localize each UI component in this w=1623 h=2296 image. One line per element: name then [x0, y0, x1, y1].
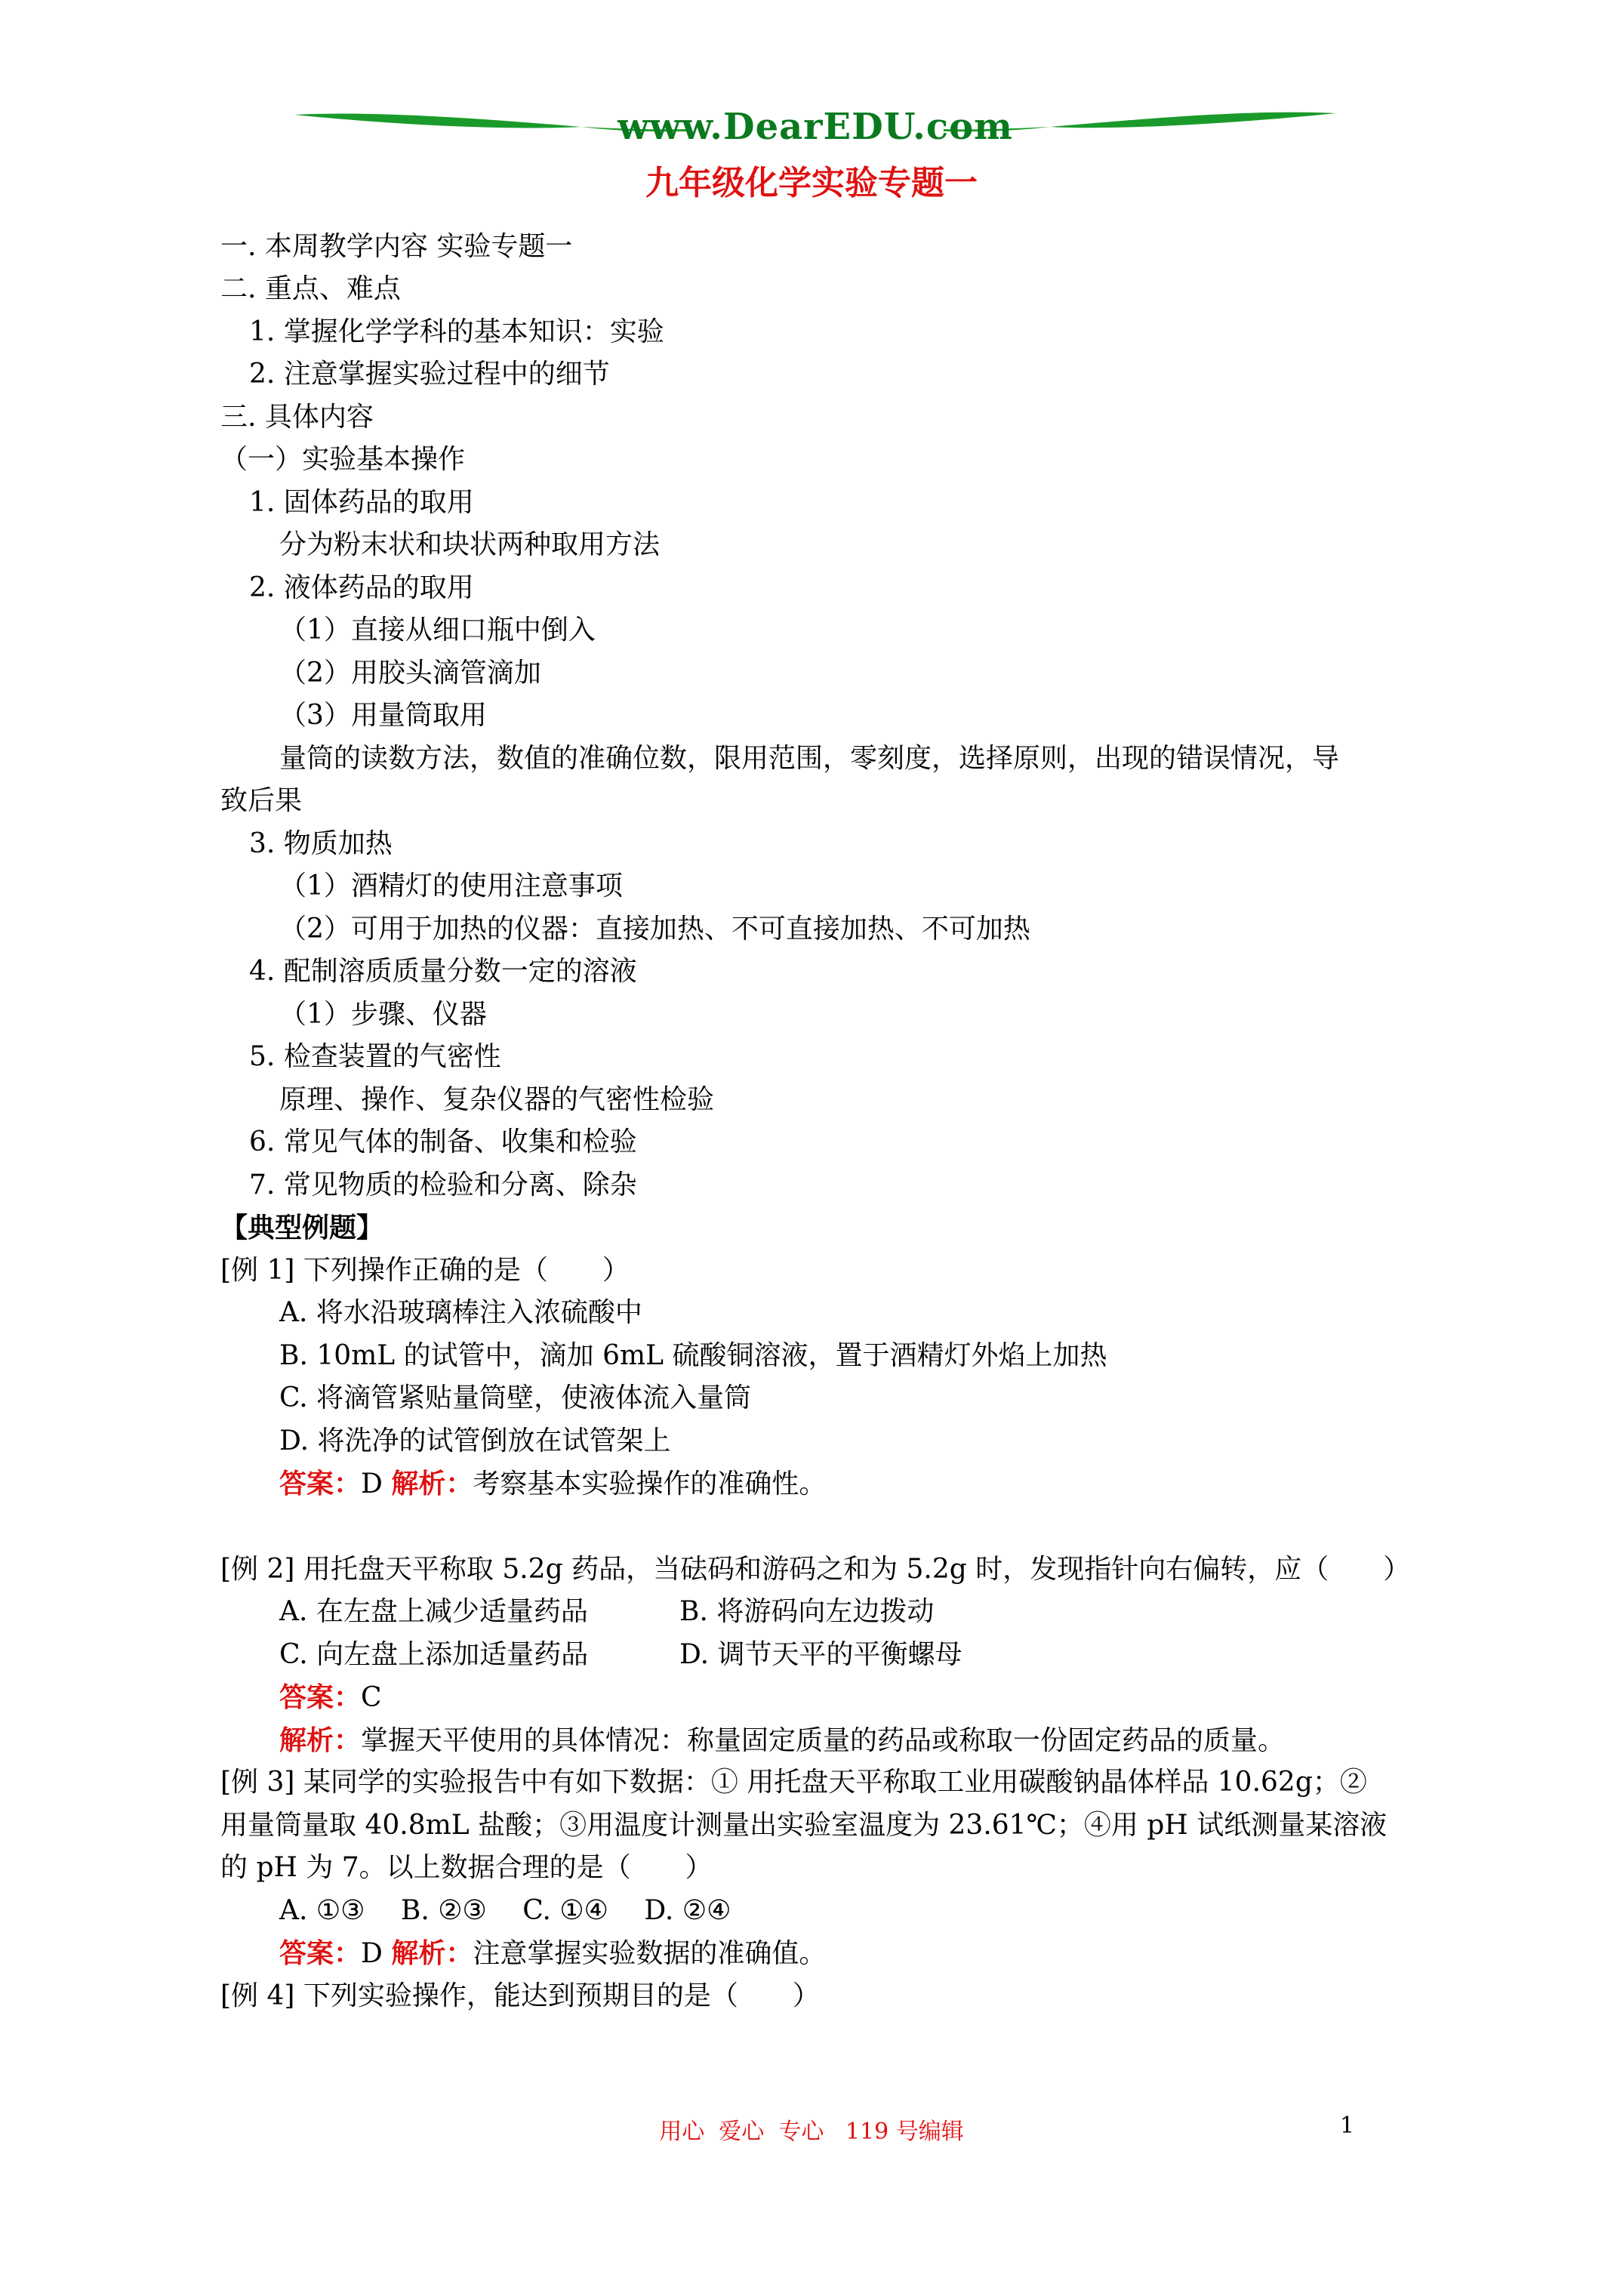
explanation-label: 解析：: [391, 1468, 473, 1499]
example-2-explanation: [279, 1724, 1285, 1758]
outline-line: 分为粉末状和块状两种取用方法: [279, 529, 661, 560]
outline-line: 1. 掌握化学学科的基本知识：实验: [249, 316, 664, 347]
outline-line: 原理、操作、复杂仪器的气密性检验: [279, 1084, 715, 1115]
outline-line: （1）直接从细口瓶中倒入: [279, 615, 596, 646]
example-3-question: [例 3] 某同学的实验报告中有如下数据：① 用托盘天平称取工业用碳酸钠晶体样品 10.62g；②: [220, 1767, 1367, 1798]
outline-line: 三. 具体内容: [220, 402, 374, 433]
example-2-option: A. 在左盘上减少适量药品: [279, 1596, 588, 1627]
outline-line: 二. 重点、难点: [220, 273, 401, 304]
site-url: www.DearEDU.com: [617, 106, 1013, 148]
page-footer: 用心 爱心 专心 119 号编辑: [659, 2119, 964, 2145]
examples-heading: 【典型例题】: [220, 1212, 384, 1244]
outline-line: （一）实验基本操作: [220, 444, 466, 475]
outline-line: 3. 物质加热: [249, 828, 393, 859]
answer-label: 答案：: [279, 1937, 362, 1969]
outline-line: 一. 本周教学内容 实验专题一: [220, 231, 573, 262]
outline-line: （2）用胶头滴管滴加: [279, 658, 541, 689]
answer-label: 答案：: [279, 1681, 362, 1713]
example-1-answer: [279, 1467, 826, 1501]
answer-value: D: [361, 1938, 392, 1969]
example-1-question: [例 1] 下列操作正确的是（ ）: [220, 1255, 630, 1286]
explanation-text: 掌握天平使用的具体情况：称量固定质量的药品或称取一份固定药品的质量。: [361, 1725, 1286, 1756]
example-1-option: B. 10mL 的试管中，滴加 6mL 硫酸铜溶液，置于酒精灯外焰上加热: [279, 1340, 1107, 1371]
outline-line: 致后果: [220, 785, 303, 816]
answer-value: D: [361, 1469, 392, 1499]
example-1-option: C. 将滴管紧贴量筒壁，使液体流入量筒: [279, 1382, 752, 1413]
outline-line: （1）酒精灯的使用注意事项: [279, 871, 623, 901]
outline-line: （1）步骤、仪器: [279, 999, 487, 1030]
explanation-text: 考察基本实验操作的准确性。: [473, 1469, 827, 1499]
outline-line: （2）可用于加热的仪器：直接加热、不可直接加热、不可加热: [279, 914, 1030, 945]
answer-value: C: [361, 1682, 382, 1713]
outline-line: 7. 常见物质的检验和分离、除杂: [249, 1170, 637, 1200]
answer-label: 答案：: [279, 1468, 362, 1499]
example-1-option: D. 将洗净的试管倒放在试管架上: [279, 1425, 671, 1456]
example-2-question: [例 2] 用托盘天平称取 5.2g 药品，当砝码和游码之和为 5.2g 时，发现指针向右偏转，应（ ）: [220, 1554, 1411, 1585]
example-3-question: 的 pH 为 7。以上数据合理的是（ ）: [220, 1852, 713, 1883]
explanation-label: 解析：: [391, 1937, 473, 1969]
outline-line: （3）用量筒取用: [279, 700, 487, 731]
outline-line: 量筒的读数方法，数值的准确位数，限用范围，零刻度，选择原则，出现的错误情况，导: [279, 743, 1340, 774]
document-title: 九年级化学实验专题一: [645, 164, 978, 202]
outline-line: 2. 注意掌握实验过程中的细节: [249, 359, 610, 390]
example-2-option: D. 调节天平的平衡螺母: [679, 1639, 962, 1670]
outline-line: 2. 液体药品的取用: [249, 572, 474, 603]
outline-line: 6. 常见气体的制备、收集和检验: [249, 1126, 637, 1157]
page-number: 1: [1340, 2113, 1355, 2139]
explanation-text: 注意掌握实验数据的准确值。: [473, 1938, 827, 1969]
example-2-answer: [279, 1681, 382, 1715]
example-1-option: A. 将水沿玻璃棒注入浓硫酸中: [279, 1297, 642, 1328]
example-4-question: [例 4] 下列实验操作，能达到预期目的是（ ）: [220, 1980, 820, 2011]
outline-line: 1. 固体药品的取用: [249, 487, 474, 518]
example-3-options: A. ①③ B. ②③ C. ①④ D. ②④: [279, 1895, 731, 1926]
example-2-option: C. 向左盘上添加适量药品: [279, 1639, 589, 1670]
example-3-question: 用量筒量取 40.8mL 盐酸；③用温度计测量出实验室温度为 23.61℃；④用 pH 试纸测量某溶液: [220, 1810, 1387, 1841]
site-header-banner: [294, 104, 1336, 157]
example-3-answer: [279, 1937, 826, 1971]
outline-line: 4. 配制溶质质量分数一定的溶液: [249, 956, 637, 987]
outline-line: 5. 检查装置的气密性: [249, 1041, 501, 1072]
example-2-option: B. 将游码向左边拨动: [679, 1596, 935, 1627]
explanation-label: 解析：: [279, 1724, 362, 1756]
